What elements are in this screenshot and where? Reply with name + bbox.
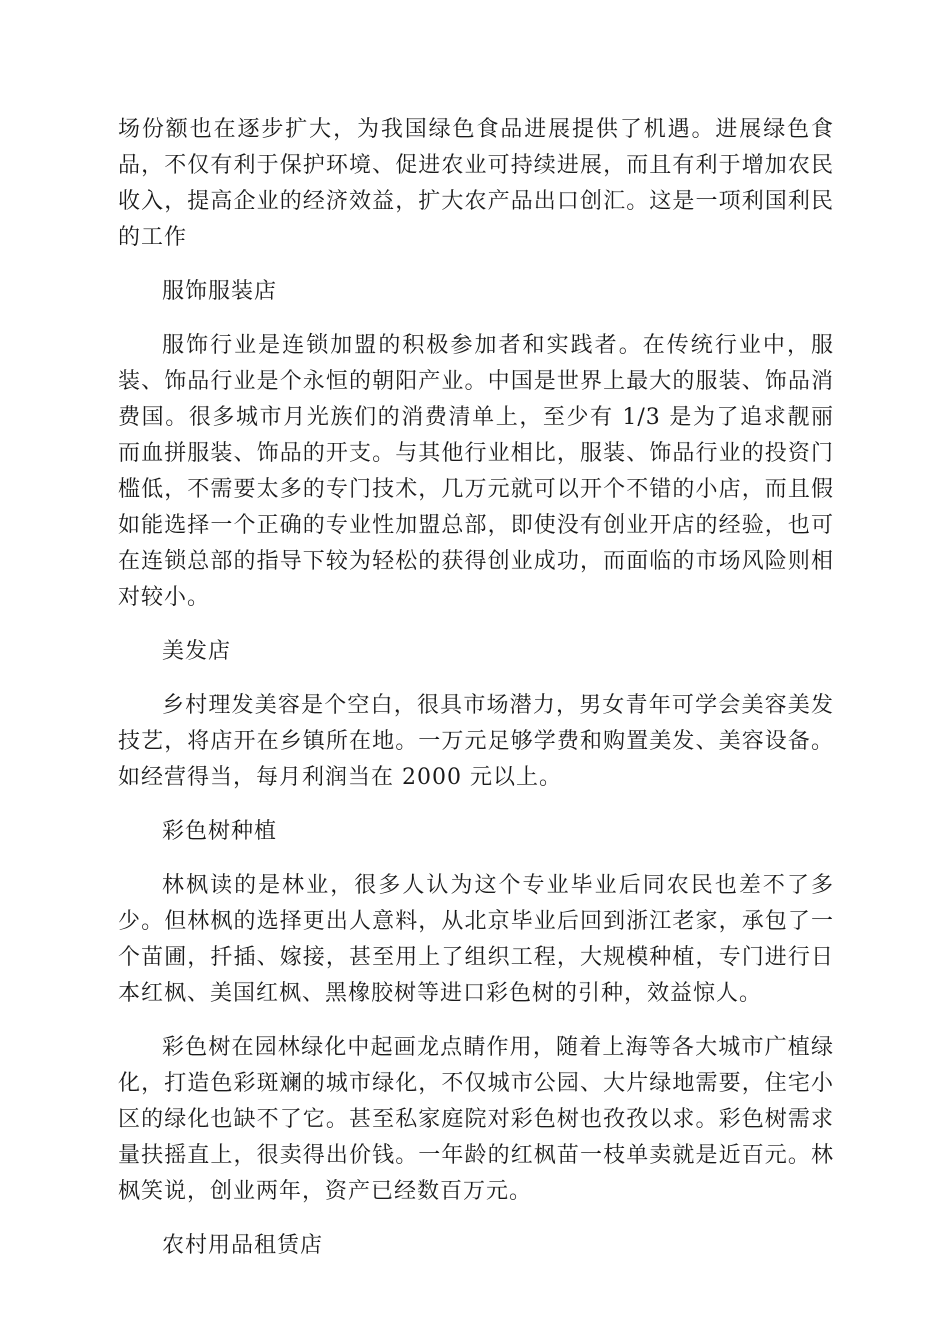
paragraph-hair-salon: 乡村理发美容是个空白，很具市场潜力，男女青年可学会美容美发技艺，将店开在乡镇所在地。一万元足够学费和购置美发、美容设备。如经营得当，每月利润当在 2000 元以上。 (118, 693, 834, 790)
paragraph-lin-feng: 林枫读的是林业，很多人认为这个专业毕业后同农民也差不了多少。但林枫的选择更出人意料，从北京毕业后回到浙江老家，承包了一个苗圃，扦插、嫁接，甚至用上了组织工程，大规模种植，专门进行日本红枫、美国红枫、黑橡胶树等进口彩色树的引种，效益惊人。 (118, 873, 834, 1006)
paragraph-colored-trees: 彩色树在园林绿化中起画龙点睛作用，随着上海等各大城市广植绿化，打造色彩斑斓的城市绿化，不仅城市公园、大片绿地需要，住宅小区的绿化也缺不了它。甚至私家庭院对彩色树也孜孜以求。彩色树需求量扶摇直上，很卖得出价钱。一年龄的红枫苗一枝单卖就是近百元。林枫笑说，创业两年，资产已经数百万元。 (118, 1035, 834, 1204)
heading-hair-salon: 美发店 (162, 639, 232, 664)
paragraph-green-food: 场份额也在逐步扩大，为我国绿色食品进展提供了机遇。进展绿色食品，不仅有利于保护环境、促进农业可持续进展，而且有利于增加农民收入，提高企业的经济效益，扩大农产品出口创汇。这是一项利国利民的工作 (118, 117, 834, 250)
heading-clothing-store: 服饰服装店 (162, 279, 278, 304)
paragraph-clothing: 服饰行业是连锁加盟的积极参加者和实践者。在传统行业中，服装、饰品行业是个永恒的朝阳产业。中国是世界上最大的服装、饰品消费国。很多城市月光族们的消费清单上，至少有 1/3 是为了追求靓丽而血拼服装、饰品的开支。与其他行业相比，服装、饰品行业的投资门槛低，不需要太多的专门技术，几万元就可以开个不错的小店，而且假如能选择一个正确的专业性加盟总部，即使没有创业开店的经验，也可在连锁总部的指导下较为轻松的获得创业成功，而面临的市场风险则相对较小。 (118, 333, 834, 610)
heading-rural-rental-store: 农村用品租赁店 (162, 1233, 324, 1258)
heading-colored-trees: 彩色树种植 (162, 819, 278, 844)
document-page (118, 112, 834, 1282)
